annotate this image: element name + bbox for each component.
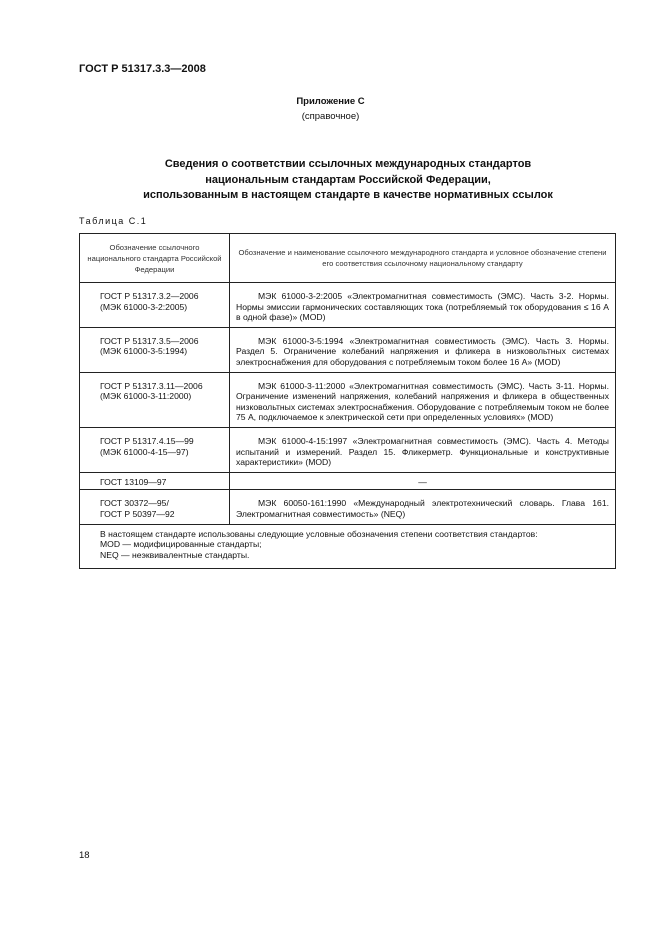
standard-equivalent: (МЭК 61000-4-15—97) <box>100 446 189 457</box>
national-standard-cell <box>80 472 230 490</box>
table-row <box>80 327 616 372</box>
table-row <box>80 283 616 328</box>
standard-equivalent: (МЭК 61000-3-11:2000) <box>100 391 192 402</box>
section-title-line: национальным стандартам Российской Федерации, <box>205 173 491 186</box>
international-standard-cell: МЭК 61000-3-5:1994 «Электромагнитная совместимость (ЭМС). Часть 3. Нормы. Раздел 5. Ограничение колебаний напряжения и фликера в низковольтных системах электроснабжения для оборудования с потребляемым током более 16 А» (MOD) <box>230 327 616 372</box>
standard-designation: ГОСТ Р 51317.3.2—2006 <box>100 291 199 301</box>
appendix-subtitle: (справочное) <box>301 111 360 122</box>
national-standard-cell <box>80 490 230 524</box>
standard-designation: ГОСТ Р 51317.4.15—99 <box>100 435 194 446</box>
table-note-row <box>80 524 616 569</box>
section-title-line: Сведения о соответствии ссылочных международных стандартов <box>164 158 532 170</box>
note-line: NEQ — неэквивалентные стандарты. <box>100 549 250 560</box>
international-standard-cell: МЭК 61000-4-15:1997 «Электромагнитная совместимость (ЭМС). Часть 4. Методы испытаний и измерений. Раздел 15. Фликерметр. Функциональные и конструктивные характеристики» (MOD) <box>230 427 616 472</box>
section-title-line: использованным в настоящем стандарте в качестве нормативных ссылок <box>143 189 553 201</box>
standard-equivalent: (МЭК 61000-3-5:1994) <box>100 346 188 357</box>
table-row <box>80 427 616 472</box>
international-standard-cell: МЭК 61000-3-11:2000 «Электромагнитная совместимость (ЭМС). Часть 3-11. Нормы. Ограничение изменений напряжения, колебаний напряжения и фликера в общественных низковольтных системах электроснабжения. Оборудование с потребляемым током не более 75 А, подключаемое к электрической сети при определенных условиях» (MOD) <box>230 372 616 427</box>
table-row <box>80 372 616 427</box>
reference-table <box>79 233 616 569</box>
standard-designation: ГОСТ Р 51317.3.5—2006 <box>100 335 199 346</box>
standard-designation: ГОСТ Р 51317.3.11—2006 <box>100 380 203 391</box>
standard-designation: ГОСТ 30372—95/ <box>100 498 169 509</box>
national-standard-cell <box>80 327 230 372</box>
international-standard-cell: — <box>230 472 616 490</box>
international-standard-cell: МЭК 61000-3-2:2005 «Электромагнитная совместимость (ЭМС). Часть 3-2. Нормы. Нормы эмиссии гармонических составляющих тока (потребляемый ток оборудования ≤ 16 А в одной фазе)» (MOD) <box>230 283 616 328</box>
appendix-title: Приложение С <box>296 96 365 107</box>
standard-equivalent: (МЭК 61000-3-2:2005) <box>100 301 188 312</box>
appendix-heading <box>0 94 661 124</box>
page-number: 18 <box>79 850 90 861</box>
table-row <box>80 490 616 524</box>
international-standard-cell: МЭК 60050-161:1990 «Международный электротехнический словарь. Глава 161. Электромагнитная совместимость» (NEQ) <box>230 490 616 524</box>
table-caption: Таблица С.1 <box>79 216 148 226</box>
note-line: MOD — модифицированные стандарты; <box>100 539 262 550</box>
national-standard-cell <box>80 372 230 427</box>
standard-designation: ГОСТ 13109—97 <box>100 476 167 487</box>
document-header: ГОСТ Р 51317.3.3—2008 <box>79 63 206 75</box>
table-note <box>80 524 616 569</box>
table-header-row <box>80 234 616 283</box>
national-standard-cell <box>80 427 230 472</box>
column-header-national: Обозначение ссылочного национального стандарта Российской Федерации <box>80 234 230 283</box>
section-title <box>60 157 636 204</box>
national-standard-cell <box>80 283 230 328</box>
table-row <box>80 472 616 490</box>
note-line: В настоящем стандарте использованы следующие условные обозначения степени соответствия стандартов: <box>100 528 538 539</box>
standard-equivalent: ГОСТ Р 50397—92 <box>100 508 175 519</box>
column-header-international: Обозначение и наименование ссылочного международного стандарта и условное обозначение степени его соответствия ссылочному национальному стандарту <box>230 234 616 283</box>
